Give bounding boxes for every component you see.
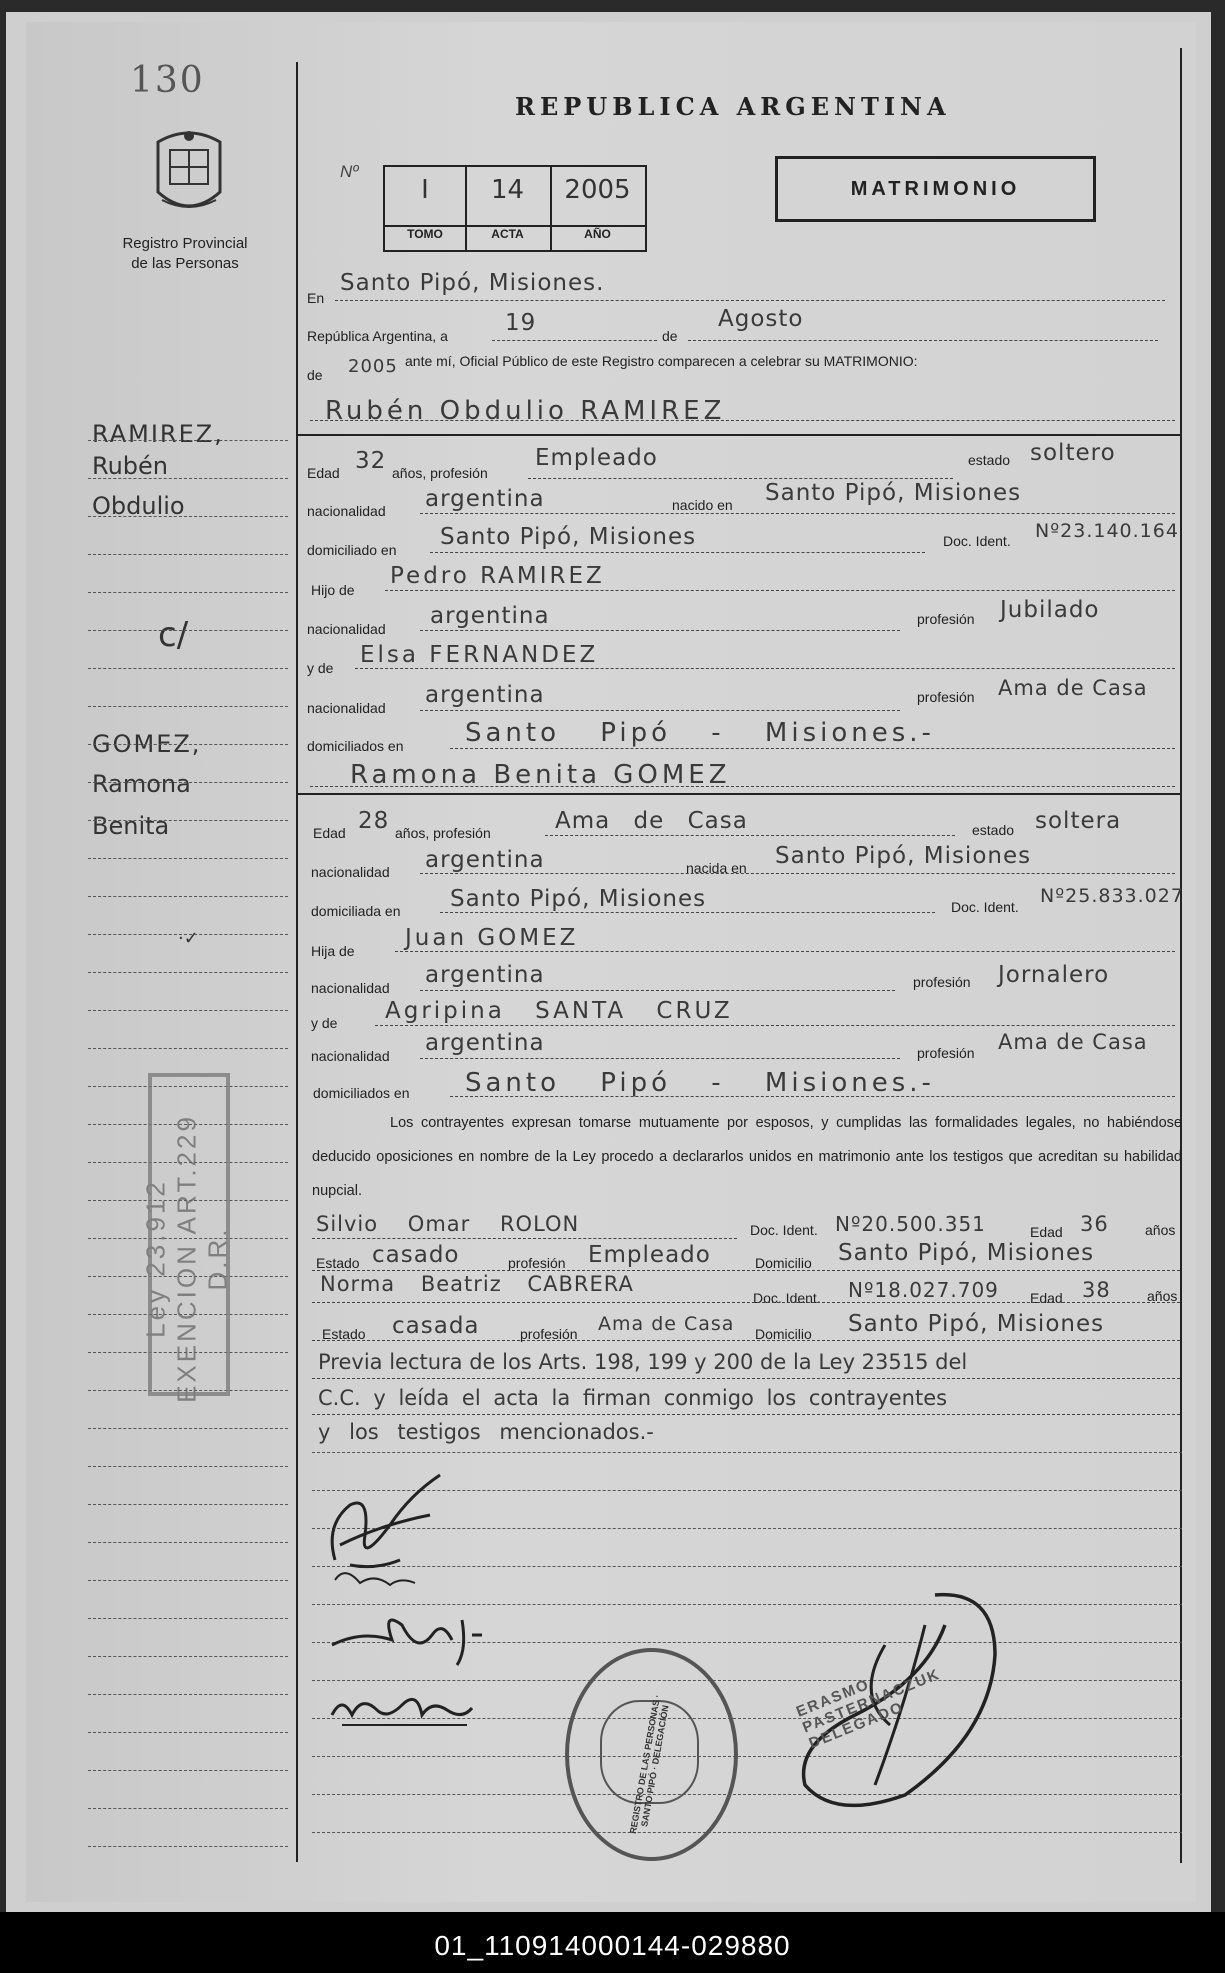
- groom-section-rule: [298, 434, 1180, 436]
- bride-mother-nat-label: nacionalidad: [311, 1048, 390, 1064]
- witness2-age: 38: [1082, 1278, 1111, 1302]
- ruled-line: [312, 1832, 1182, 1833]
- signature-groom: [320, 1465, 470, 1595]
- bride-doc-label: Doc. Ident.: [951, 899, 1019, 915]
- witness2-anos-label: años: [1147, 1288, 1178, 1304]
- groom-doc-label: Doc. Ident.: [943, 533, 1011, 549]
- closing-line-3: y los testigos mencionados.-: [318, 1420, 654, 1444]
- groom-name-line: [310, 420, 1175, 421]
- margin-tick: ·✓: [178, 928, 199, 949]
- registry-line-1: Registro Provincial: [122, 235, 248, 252]
- en-label: En: [307, 290, 325, 306]
- witness1-anos-label: años: [1145, 1222, 1176, 1238]
- signature-witness: [322, 1680, 482, 1735]
- margin-ruled-line: [88, 820, 288, 821]
- margin-bride-middle: Benita: [92, 812, 170, 840]
- groom-profession: Empleado: [535, 445, 658, 471]
- month-line: [688, 340, 1158, 341]
- witness2-edad-label: Edad: [1030, 1290, 1063, 1306]
- bride-birthplace: Santo Pipó, Misiones: [775, 843, 1032, 869]
- margin-ruled-line: [88, 896, 288, 897]
- margin-divider: [296, 62, 298, 1862]
- groom-domicile: Santo Pipó, Misiones: [440, 524, 697, 550]
- witness1-doc-label: Doc. Ident.: [750, 1222, 818, 1238]
- groom-father-prof-label: profesión: [917, 611, 975, 627]
- ano-value: 2005: [564, 175, 631, 205]
- groom-parents-dom-label: domiciliados en: [307, 738, 404, 754]
- month-value: Agosto: [718, 306, 804, 332]
- margin-ruled-line: [88, 668, 288, 669]
- round-seal-text: REGISTRO DE LAS PERSONAS · SANTO PIPÓ · DELEGACIÓN: [627, 1693, 671, 1835]
- groom-father-nat-label: nacionalidad: [307, 621, 386, 637]
- bride-domicile: Santo Pipó, Misiones: [450, 886, 707, 912]
- groom-father: Pedro RAMIREZ: [390, 563, 605, 589]
- bride-mother-nationality: argentina: [425, 1030, 545, 1056]
- witness1-profession: Empleado: [588, 1242, 711, 1268]
- bride-profession: Ama de Casa: [555, 808, 748, 834]
- acta-value: 14: [490, 175, 525, 205]
- tomo-acta-ano-box: [383, 165, 647, 252]
- bride-father-line: [395, 951, 1175, 952]
- place-value: Santo Pipó, Misiones.: [340, 270, 605, 296]
- bride-estado-label: estado: [972, 822, 1015, 838]
- margin-bride-name: Ramona: [92, 770, 191, 798]
- margin-ruled-line: [88, 858, 288, 859]
- margin-ruled-line: [88, 1656, 288, 1657]
- groom-mother-nat-line: [420, 710, 900, 711]
- bride-nat-line: [420, 873, 1175, 874]
- groom-hijo-label: Hijo de: [311, 582, 355, 598]
- bride-domicile-line: [440, 912, 935, 913]
- witness2-status: casada: [392, 1313, 480, 1339]
- bride-father: Juan GOMEZ: [405, 925, 579, 951]
- bride-father-nat-label: nacionalidad: [311, 980, 390, 996]
- ruled-line: [312, 1794, 1182, 1795]
- ruled-line: [312, 1756, 1182, 1757]
- registry-name: [100, 234, 270, 274]
- bride-status: soltera: [1035, 808, 1122, 834]
- registry-line-2: de las Personas: [131, 255, 239, 272]
- groom-father-line: [385, 590, 1175, 591]
- place-line: [335, 300, 1165, 301]
- page-number: 130: [130, 60, 205, 101]
- bride-father-nat-line: [420, 990, 895, 991]
- tomo-value: I: [421, 175, 429, 205]
- bride-father-nationality: argentina: [425, 962, 545, 988]
- margin-groom-middle: Obdulio: [92, 492, 185, 520]
- margin-ruled-line: [88, 934, 288, 935]
- groom-father-profession: Jubilado: [1000, 597, 1100, 623]
- witness2-name: Norma Beatriz CABRERA: [320, 1272, 634, 1296]
- bride-age: 28: [358, 808, 390, 834]
- bride-hija-label: Hija de: [311, 943, 355, 959]
- closing-line-1: Previa lectura de los Arts. 198, 199 y 200 de la Ley 23515 del: [318, 1350, 968, 1374]
- ruled-line: [312, 1452, 1182, 1453]
- witness1-name: Silvio Omar ROLON: [316, 1212, 580, 1236]
- country-title: REPUBLICA ARGENTINA: [515, 92, 951, 121]
- margin-groom-name: Rubén: [92, 452, 169, 480]
- groom-mother-nat-label: nacionalidad: [307, 700, 386, 716]
- margin-ruled-line: [88, 972, 288, 973]
- witness2-domicile: Santo Pipó, Misiones: [848, 1311, 1105, 1337]
- groom-domic-label: domiciliado en: [307, 542, 397, 558]
- bride-nationality: argentina: [425, 847, 545, 873]
- margin-ruled-line: [88, 554, 288, 555]
- signature-bride: [322, 1600, 512, 1670]
- bride-nacida-label: nacida en: [686, 860, 747, 876]
- groom-anos-prof-label: años, profesión: [392, 465, 488, 481]
- groom-father-nat-line: [420, 630, 900, 631]
- groom-birthplace: Santo Pipó, Misiones: [765, 480, 1022, 506]
- margin-ruled-line: [88, 1428, 288, 1429]
- nro-annotation: Nº: [340, 162, 359, 181]
- margin-ruled-line: [88, 478, 288, 479]
- officer-stamp: ERASMO PASTERNACZUK DELEGADO: [793, 1665, 943, 1753]
- groom-parents-domicile: Santo Pipó - Misiones.-: [465, 718, 935, 748]
- margin-ruled-line: [88, 630, 288, 631]
- day-value: 19: [505, 310, 537, 336]
- bride-profession-line: [545, 835, 955, 836]
- margin-ruled-line: [88, 1580, 288, 1581]
- bride-mother-prof-label: profesión: [917, 1045, 975, 1061]
- ano-label: AÑO: [584, 227, 611, 241]
- bride-anos-prof-label: años, profesión: [395, 825, 491, 841]
- exemption-stamp: [140, 1073, 233, 1403]
- bride-nac-label: nacionalidad: [311, 864, 390, 880]
- groom-full-name: Rubén Obdulio RAMIREZ: [325, 396, 726, 426]
- witness1-line: [312, 1270, 1180, 1271]
- acta-label: ACTA: [491, 227, 524, 241]
- groom-age: 32: [355, 448, 387, 474]
- de2-label: de: [307, 367, 323, 383]
- witness2-prof-label: profesión: [520, 1326, 578, 1342]
- margin-ruled-line: [88, 1504, 288, 1505]
- margin-ruled-line: [88, 1770, 288, 1771]
- groom-father-nationality: argentina: [430, 603, 550, 629]
- margin-ruled-line: [88, 1694, 288, 1695]
- groom-nac-label: nacionalidad: [307, 503, 386, 519]
- bride-mother: Agripina SANTA CRUZ: [385, 998, 733, 1024]
- bride-doc: Nº25.833.027: [1040, 885, 1184, 907]
- bride-parents-dom-line: [450, 1096, 1175, 1097]
- witness2-doc: Nº18.027.709: [848, 1278, 999, 1302]
- bride-domic-label: domiciliada en: [311, 903, 401, 919]
- margin-ruled-line: [88, 744, 288, 745]
- witness2-dom-label: Domicilio: [755, 1326, 812, 1342]
- official-text: ante mí, Oficial Público de este Registro comparecen a celebrar su MATRIMONIO:: [405, 353, 918, 369]
- margin-ruled-line: [88, 1846, 288, 1847]
- margin-ruled-line: [88, 1010, 288, 1011]
- groom-nat-line: [420, 513, 1175, 514]
- groom-nationality: argentina: [425, 486, 545, 512]
- margin-ruled-line: [88, 592, 288, 593]
- document-code: 01_110914000144-029880: [434, 1930, 791, 1961]
- groom-mother-profession: Ama de Casa: [998, 676, 1148, 700]
- legal-statement: Los contrayentes expresan tomarse mutuamente por esposos, y cumplidas las formalidades legales, no habiéndose deducido oposiciones en nombre de la Ley procedo a declararlos unidos en matrimonio ante los testigos que acreditan su habilidad nupcial.: [312, 1115, 1182, 1199]
- closing-line-1-rule: [312, 1378, 1180, 1379]
- groom-profession-line: [528, 478, 953, 479]
- margin-ruled-line: [88, 1808, 288, 1809]
- bride-section-rule: [298, 793, 1180, 795]
- witness1-edad-label: Edad: [1030, 1224, 1063, 1240]
- witness1-name-line: [312, 1238, 737, 1239]
- bride-parents-dom-label: domiciliados en: [313, 1085, 410, 1101]
- bride-father-profession: Jornalero: [998, 962, 1110, 988]
- margin-ruled-line: [88, 1048, 288, 1049]
- groom-doc: Nº23.140.164: [1035, 520, 1179, 542]
- margin-bride-surname: GOMEZ,: [92, 730, 202, 758]
- record-type-box: MATRIMONIO: [775, 156, 1096, 222]
- witness2-estado-label: Estado: [322, 1326, 366, 1342]
- margin-connector: c/: [158, 615, 189, 655]
- registry-seal-icon: [148, 122, 230, 222]
- witness1-doc: Nº20.500.351: [835, 1212, 986, 1236]
- groom-mother-prof-label: profesión: [917, 689, 975, 705]
- witness2-doc-label: Doc. Ident.: [753, 1290, 821, 1306]
- bride-mother-profession: Ama de Casa: [998, 1030, 1148, 1054]
- closing-line-2-rule: [312, 1414, 1180, 1415]
- groom-status: soltero: [1030, 440, 1116, 466]
- bride-name-line: [310, 786, 1175, 787]
- margin-ruled-line: [88, 1542, 288, 1543]
- closing-line-2: C.C. y leída el acta la firman conmigo los contrayentes: [318, 1386, 948, 1410]
- witness1-age: 36: [1080, 1212, 1109, 1236]
- right-border: [1180, 48, 1182, 1863]
- margin-ruled-line: [88, 1732, 288, 1733]
- witness1-prof-label: profesión: [508, 1255, 566, 1271]
- bride-yde-label: y de: [311, 1015, 338, 1031]
- groom-mother-line: [355, 668, 1175, 669]
- bride-parents-domicile: Santo Pipó - Misiones.-: [465, 1068, 935, 1098]
- groom-yde-label: y de: [307, 660, 334, 676]
- margin-ruled-line: [88, 706, 288, 707]
- witness1-dom-label: Domicilio: [755, 1255, 812, 1271]
- bride-full-name: Ramona Benita GOMEZ: [350, 760, 731, 790]
- de-label: de: [662, 328, 678, 344]
- bride-mother-line: [375, 1025, 1175, 1026]
- year-value: 2005: [348, 356, 398, 377]
- witness2-name-line: [312, 1302, 1180, 1303]
- tomo-label: TOMO: [407, 227, 443, 241]
- bride-father-prof-label: profesión: [913, 974, 971, 990]
- bride-mother-nat-line: [420, 1058, 900, 1059]
- margin-ruled-line: [88, 1618, 288, 1619]
- witness1-status: casado: [372, 1242, 460, 1268]
- witness2-profession: Ama de Casa: [598, 1313, 735, 1335]
- margin-groom-surname: RAMIREZ,: [92, 420, 224, 448]
- witness1-domicile: Santo Pipó, Misiones: [838, 1240, 1095, 1266]
- republic-label: República Argentina, a: [307, 328, 448, 344]
- groom-domicile-line: [430, 552, 925, 553]
- witness1-estado-label: Estado: [316, 1255, 360, 1271]
- groom-mother: Elsa FERNANDEZ: [360, 642, 599, 668]
- groom-edad-label: Edad: [307, 465, 340, 481]
- witness2-line: [312, 1340, 1180, 1341]
- groom-parents-dom-line: [450, 748, 1175, 749]
- groom-mother-nationality: argentina: [425, 682, 545, 708]
- groom-nacido-label: nacido en: [672, 497, 733, 513]
- margin-ruled-line: [88, 440, 288, 441]
- groom-estado-label: estado: [968, 452, 1011, 468]
- margin-ruled-line: [88, 1466, 288, 1467]
- scan-footer: [0, 1912, 1225, 1973]
- margin-ruled-line: [88, 782, 288, 783]
- day-line: [492, 340, 657, 341]
- bride-edad-label: Edad: [313, 825, 346, 841]
- margin-ruled-line: [88, 516, 288, 517]
- exemption-stamp-text: Ley 23.912 EXENCION ART.229 D.R.: [140, 1114, 233, 1403]
